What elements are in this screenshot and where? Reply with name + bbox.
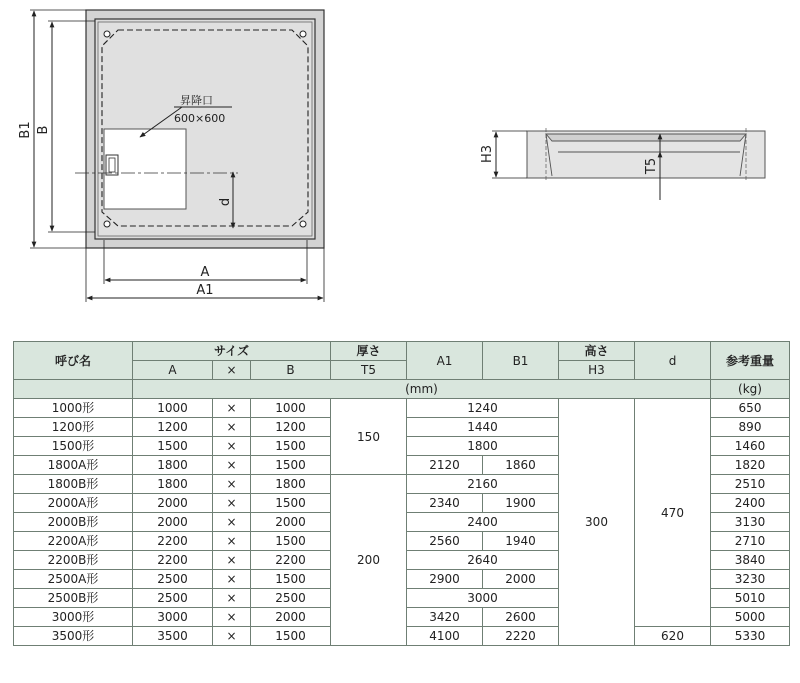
header-unit-mm: (mm) <box>133 380 711 399</box>
header-col-a: A <box>133 361 213 380</box>
header-weight: 参考重量 <box>711 342 790 380</box>
cell-t5: 150 <box>331 399 407 475</box>
cell-a: 1800 <box>133 475 213 494</box>
section-view <box>480 128 765 200</box>
cell-weight: 2400 <box>711 494 790 513</box>
cell-x: × <box>213 418 251 437</box>
cell-a: 2000 <box>133 494 213 513</box>
header-b1: B1 <box>483 342 559 380</box>
cell-name: 1800B形 <box>14 475 133 494</box>
cell-x: × <box>213 475 251 494</box>
cell-a: 2500 <box>133 570 213 589</box>
cell-b: 2000 <box>251 608 331 627</box>
cell-a1: 1440 <box>407 418 559 437</box>
cell-weight: 650 <box>711 399 790 418</box>
cell-name: 3000形 <box>14 608 133 627</box>
dim-a1-label: A1 <box>196 283 214 298</box>
header-unit-kg: (kg) <box>711 380 790 399</box>
cell-b1: 2600 <box>483 608 559 627</box>
header-size: サイズ <box>133 342 331 361</box>
cell-b1: 2220 <box>483 627 559 646</box>
cell-weight: 3230 <box>711 570 790 589</box>
cell-a1: 3000 <box>407 589 559 608</box>
cell-x: × <box>213 399 251 418</box>
cell-b: 1500 <box>251 532 331 551</box>
header-col-h3: H3 <box>559 361 635 380</box>
cell-name: 2500A形 <box>14 570 133 589</box>
cell-a1: 2160 <box>407 475 559 494</box>
cell-b: 1500 <box>251 494 331 513</box>
cell-d: 470 <box>635 399 711 627</box>
cell-a1: 2560 <box>407 532 483 551</box>
cell-name: 2200A形 <box>14 532 133 551</box>
opening-label: 昇降口 <box>180 94 213 107</box>
header-unit-blank <box>14 380 133 399</box>
cell-a: 3000 <box>133 608 213 627</box>
cell-name: 2000B形 <box>14 513 133 532</box>
cell-a: 1000 <box>133 399 213 418</box>
cell-name: 1000形 <box>14 399 133 418</box>
spec-table <box>13 341 790 646</box>
cell-b: 1500 <box>251 570 331 589</box>
dim-h3-label: H3 <box>480 144 495 164</box>
cell-h3: 300 <box>559 399 635 646</box>
bolt-hole <box>300 31 306 37</box>
opening-size: 600×600 <box>174 112 226 125</box>
cell-b1: 1940 <box>483 532 559 551</box>
cell-a: 2000 <box>133 513 213 532</box>
cell-x: × <box>213 570 251 589</box>
cell-a1: 1800 <box>407 437 559 456</box>
header-d: d <box>635 342 711 380</box>
section-recess <box>546 134 746 141</box>
cell-x: × <box>213 456 251 475</box>
technical-drawing <box>0 0 800 335</box>
header-height: 高さ <box>559 342 635 361</box>
cell-t5: 200 <box>331 475 407 646</box>
cell-weight: 3130 <box>711 513 790 532</box>
cell-x: × <box>213 437 251 456</box>
bolt-hole <box>104 221 110 227</box>
cell-weight: 5000 <box>711 608 790 627</box>
cell-x: × <box>213 589 251 608</box>
cell-b: 2000 <box>251 513 331 532</box>
cell-name: 1800A形 <box>14 456 133 475</box>
cell-d-last: 620 <box>635 627 711 646</box>
cell-a1: 2640 <box>407 551 559 570</box>
cell-a1: 4100 <box>407 627 483 646</box>
cell-b1: 2000 <box>483 570 559 589</box>
cell-a: 2500 <box>133 589 213 608</box>
cell-x: × <box>213 513 251 532</box>
header-col-b: B <box>251 361 331 380</box>
dim-d-label: d <box>218 197 233 207</box>
cell-b1: 1860 <box>483 456 559 475</box>
cell-x: × <box>213 532 251 551</box>
cell-weight: 5010 <box>711 589 790 608</box>
header-thickness: 厚さ <box>331 342 407 361</box>
cell-weight: 1460 <box>711 437 790 456</box>
cell-a: 2200 <box>133 532 213 551</box>
header-col-x: × <box>213 361 251 380</box>
cell-name: 1500形 <box>14 437 133 456</box>
dim-a-label: A <box>200 265 210 280</box>
cell-weight: 2710 <box>711 532 790 551</box>
cell-a1: 3420 <box>407 608 483 627</box>
cell-weight: 890 <box>711 418 790 437</box>
header-col-t5: T5 <box>331 361 407 380</box>
cell-weight: 3840 <box>711 551 790 570</box>
cell-a1: 2120 <box>407 456 483 475</box>
cell-a1: 1240 <box>407 399 559 418</box>
cell-b: 2200 <box>251 551 331 570</box>
cell-name: 2500B形 <box>14 589 133 608</box>
cell-a1: 2400 <box>407 513 559 532</box>
cell-name: 1200形 <box>14 418 133 437</box>
cell-x: × <box>213 608 251 627</box>
cell-name: 3500形 <box>14 627 133 646</box>
table-row <box>14 399 790 418</box>
cell-a: 1200 <box>133 418 213 437</box>
cell-b: 2500 <box>251 589 331 608</box>
cell-a1: 2340 <box>407 494 483 513</box>
bolt-hole <box>104 31 110 37</box>
cell-a: 3500 <box>133 627 213 646</box>
cell-b: 1200 <box>251 418 331 437</box>
cell-x: × <box>213 494 251 513</box>
bolt-hole <box>300 221 306 227</box>
cell-a: 1500 <box>133 437 213 456</box>
cell-b: 1500 <box>251 437 331 456</box>
cell-b: 1000 <box>251 399 331 418</box>
cell-a: 2200 <box>133 551 213 570</box>
dim-b1-label: B1 <box>18 121 33 139</box>
cell-b: 1500 <box>251 627 331 646</box>
cell-weight: 2510 <box>711 475 790 494</box>
cell-weight: 5330 <box>711 627 790 646</box>
cell-a1: 2900 <box>407 570 483 589</box>
cell-b: 1800 <box>251 475 331 494</box>
header-name: 呼び名 <box>14 342 133 380</box>
cell-x: × <box>213 551 251 570</box>
cell-x: × <box>213 627 251 646</box>
cell-name: 2200B形 <box>14 551 133 570</box>
opening-handle-inner <box>109 158 115 172</box>
header-a1: A1 <box>407 342 483 380</box>
dim-b-label: B <box>36 125 51 135</box>
cell-weight: 1820 <box>711 456 790 475</box>
cell-b1: 1900 <box>483 494 559 513</box>
cell-b: 1500 <box>251 456 331 475</box>
cell-name: 2000A形 <box>14 494 133 513</box>
cell-a: 1800 <box>133 456 213 475</box>
plan-view <box>18 10 324 302</box>
dim-t5-label: T5 <box>644 157 659 175</box>
